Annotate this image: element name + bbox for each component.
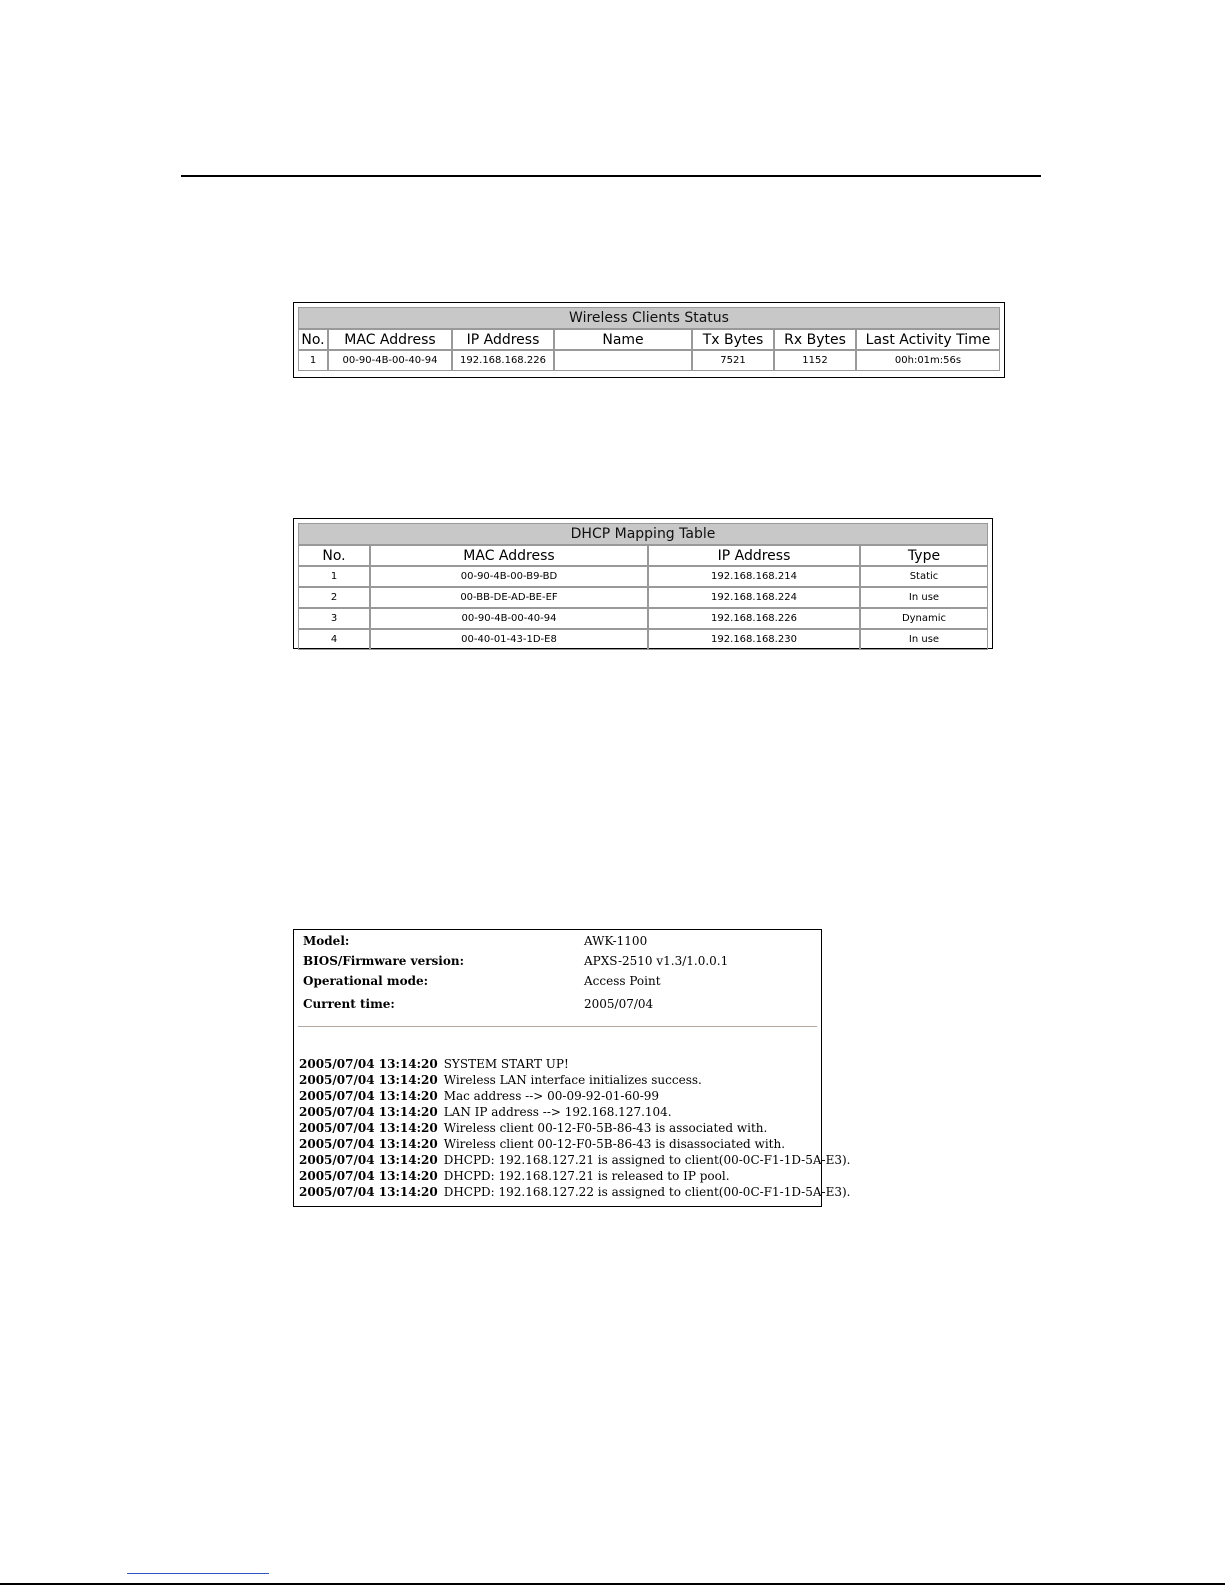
log-entry [299, 1136, 850, 1152]
client-mac: 00-90-4B-00-40-94 [328, 350, 452, 371]
log-entry [299, 1184, 850, 1200]
table-header-row [298, 329, 1000, 350]
info-value: Access Point [584, 974, 661, 988]
dhcp-ip: 192.168.168.214 [648, 566, 860, 587]
dhcp-no: 4 [298, 629, 370, 650]
wireless-clients-status-panel [293, 302, 1005, 378]
client-last-activity: 00h:01m:56s [856, 350, 1000, 371]
dhcp-mac: 00-90-4B-00-40-94 [370, 608, 648, 629]
column-header-name: Name [554, 329, 692, 350]
log-entry [299, 1088, 850, 1104]
column-header-no: No. [298, 329, 328, 350]
column-header-rx: Rx Bytes [774, 329, 856, 350]
client-name [554, 350, 692, 371]
system-info-panel [293, 929, 851, 1207]
info-value: 2005/07/04 [584, 997, 654, 1011]
dhcp-mac: 00-BB-DE-AD-BE-EF [370, 587, 648, 608]
footnote-rule [127, 1573, 269, 1574]
dhcp-mac: 00-40-01-43-1D-E8 [370, 629, 648, 650]
log-message: DHCPD: 192.168.127.21 is assigned to client(00-0C-F1-1D-5A-E3). [443, 1153, 851, 1167]
table-row [298, 587, 988, 608]
client-rx-bytes: 1152 [774, 350, 856, 371]
dhcp-mac: 00-90-4B-00-B9-BD [370, 566, 648, 587]
column-header-ip: IP Address [648, 545, 860, 566]
client-no: 1 [298, 350, 328, 371]
dhcp-mapping-table [298, 523, 988, 650]
event-log [299, 1056, 850, 1200]
log-entry [299, 1072, 850, 1088]
log-entry [299, 1120, 850, 1136]
table-row [298, 629, 988, 650]
log-message: SYSTEM START UP! [443, 1057, 569, 1071]
dhcp-type: In use [860, 587, 988, 608]
client-tx-bytes: 7521 [692, 350, 774, 371]
dhcp-type: Dynamic [860, 608, 988, 629]
log-time: 2005/07/04 13:14:20 [299, 1169, 438, 1183]
column-header-ip: IP Address [452, 329, 554, 350]
info-value: APXS-2510 v1.3/1.0.0.1 [584, 954, 729, 968]
log-time: 2005/07/04 13:14:20 [299, 1121, 438, 1135]
log-time: 2005/07/04 13:14:20 [299, 1105, 438, 1119]
column-header-tx: Tx Bytes [692, 329, 774, 350]
column-header-mac: MAC Address [328, 329, 452, 350]
dhcp-no: 2 [298, 587, 370, 608]
column-header-last-activity: Last Activity Time [856, 329, 1000, 350]
info-value: AWK-1100 [584, 934, 648, 948]
dhcp-mapping-title: DHCP Mapping Table [298, 523, 988, 545]
column-header-type: Type [860, 545, 988, 566]
table-row [298, 608, 988, 629]
log-entry [299, 1104, 850, 1120]
column-header-no: No. [298, 545, 370, 566]
dhcp-ip: 192.168.168.230 [648, 629, 860, 650]
log-message: Mac address --> 00-09-92-01-60-99 [443, 1089, 660, 1103]
header-rule [181, 175, 1041, 177]
client-ip: 192.168.168.226 [452, 350, 554, 371]
log-message: Wireless client 00-12-F0-5B-86-43 is disassociated with. [443, 1137, 786, 1151]
table-row [298, 350, 1000, 371]
wireless-clients-title: Wireless Clients Status [298, 307, 1000, 329]
dhcp-ip: 192.168.168.226 [648, 608, 860, 629]
log-time: 2005/07/04 13:14:20 [299, 1153, 438, 1167]
log-time: 2005/07/04 13:14:20 [299, 1185, 438, 1199]
log-entry [299, 1056, 850, 1072]
log-time: 2005/07/04 13:14:20 [299, 1057, 438, 1071]
dhcp-type: Static [860, 566, 988, 587]
info-label: Model: [303, 934, 350, 948]
table-header-row [298, 545, 988, 566]
column-header-mac: MAC Address [370, 545, 648, 566]
log-message: Wireless client 00-12-F0-5B-86-43 is associated with. [443, 1121, 768, 1135]
log-entry [299, 1152, 850, 1168]
log-message: Wireless LAN interface initializes success. [443, 1073, 702, 1087]
info-label: Current time: [303, 997, 395, 1011]
log-entry [299, 1168, 850, 1184]
divider [298, 1026, 817, 1027]
info-label: BIOS/Firmware version: [303, 954, 464, 968]
dhcp-no: 3 [298, 608, 370, 629]
table-row [298, 566, 988, 587]
log-time: 2005/07/04 13:14:20 [299, 1089, 438, 1103]
log-time: 2005/07/04 13:14:20 [299, 1073, 438, 1087]
info-label: Operational mode: [303, 974, 429, 988]
wireless-clients-table [298, 307, 1000, 371]
dhcp-ip: 192.168.168.224 [648, 587, 860, 608]
dhcp-no: 1 [298, 566, 370, 587]
dhcp-type: In use [860, 629, 988, 650]
dhcp-mapping-panel [293, 518, 993, 649]
log-message: DHCPD: 192.168.127.22 is assigned to client(00-0C-F1-1D-5A-E3). [443, 1185, 851, 1199]
log-message: DHCPD: 192.168.127.21 is released to IP pool. [443, 1169, 730, 1183]
log-message: LAN IP address --> 192.168.127.104. [443, 1105, 672, 1119]
log-time: 2005/07/04 13:14:20 [299, 1137, 438, 1151]
